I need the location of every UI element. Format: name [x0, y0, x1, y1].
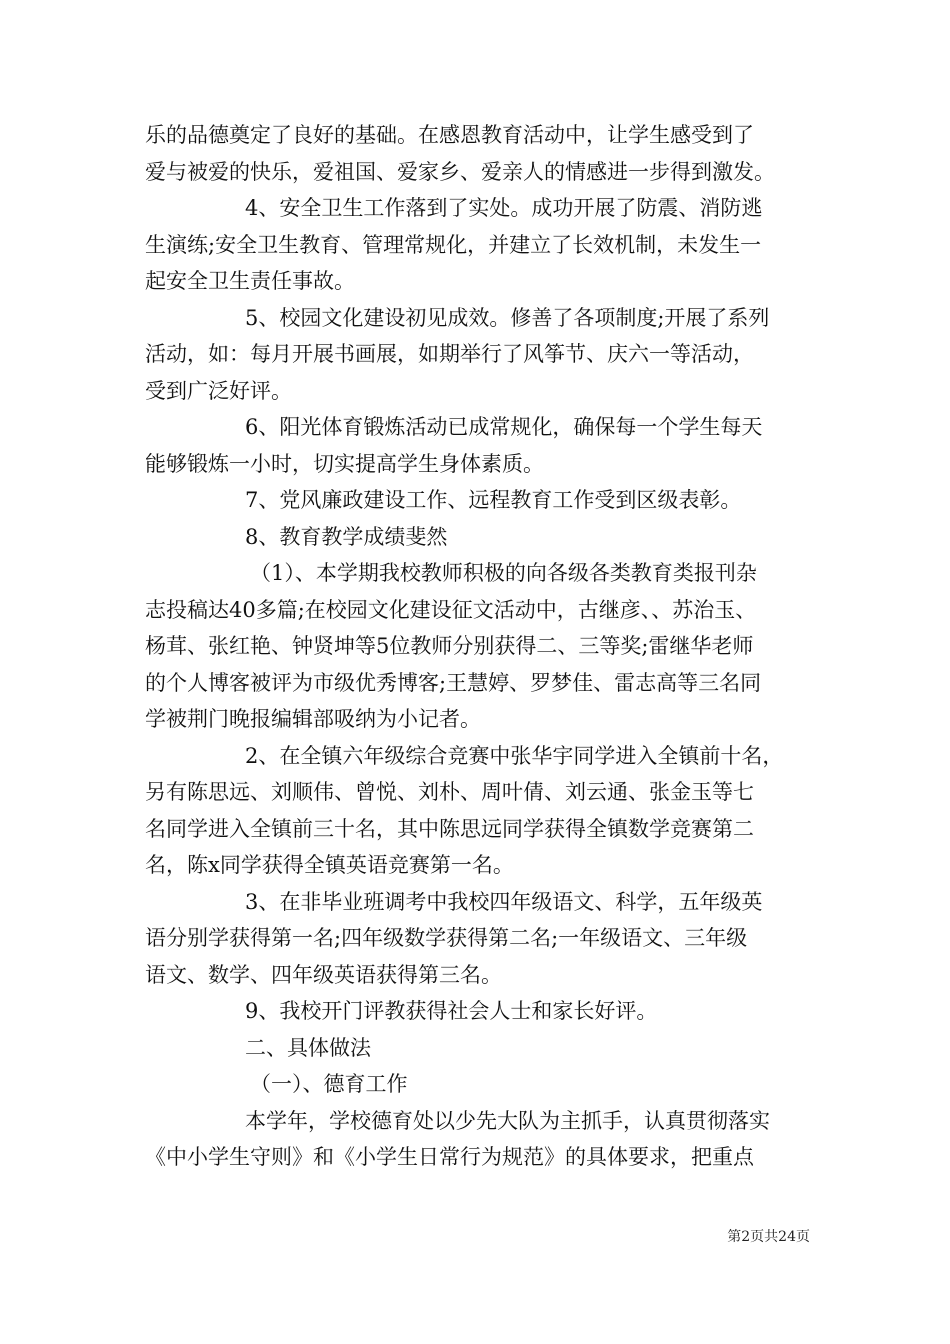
text-line: 活动，如：每月开展书画展，如期举行了风筝节、庆六一等活动， [145, 342, 754, 366]
text-line: 《中小学生守则》和《小学生日常行为规范》的具体要求，把重点 [145, 1145, 754, 1169]
text-line: 杨茸、张红艳、钟贤坤等5位教师分别获得二、三等奖;雷继华老师 [145, 634, 754, 658]
text-line: 受到广泛好评。 [145, 378, 292, 403]
text-line: 本学年，学校德育处以少先大队为主抓手，认真贯彻落实 [245, 1108, 770, 1133]
text-line: 生演练;安全卫生教育、管理常规化，并建立了长效机制，未发生一 [145, 232, 762, 257]
text-line: 名，陈x同学获得全镇英语竞赛第一名。 [145, 853, 514, 877]
text-line: 语分别学获得第一名;四年级数学获得第二名;一年级语文、三年级 [145, 926, 748, 950]
text-line: 起安全卫生责任事故。 [145, 269, 355, 293]
text-line: （1）、本学期我校教师积极的向各级各类教育类报刊杂 [250, 561, 757, 585]
text-line: 4、安全卫生工作落到了实处。成功开展了防震、消防逃 [245, 196, 763, 220]
text-line: 3、在非毕业班调考中我校四年级语文、科学，五年级英 [245, 889, 763, 914]
document-body [145, 117, 815, 1176]
text-line: 乐的品德奠定了良好的基础。在感恩教育活动中，让学生感受到了 [145, 123, 754, 147]
text-line: 名同学进入全镇前三十名，其中陈思远同学获得全镇数学竞赛第二 [145, 816, 754, 841]
text-line: 7、党风廉政建设工作、远程教育工作受到区级表彰。 [245, 488, 742, 512]
text-line: 9、我校开门评教获得社会人士和家长好评。 [245, 999, 658, 1023]
text-line: 爱与被爱的快乐，爱祖国、爱家乡、爱亲人的情感进一步得到激发。 [145, 159, 775, 184]
text-line: 语文、数学、四年级英语获得第三名。 [145, 962, 502, 987]
section-heading: 二、具体做法 [245, 1035, 371, 1060]
text-line: 学被荆门晚报编辑部吸纳为小记者。 [145, 707, 481, 731]
text-line: 能够锻炼一小时，切实提高学生身体素质。 [145, 451, 544, 476]
text-line: 6、阳光体育锻炼活动已成常规化，确保每一个学生每天 [245, 415, 763, 439]
page-number: 第2页共24页 [727, 1229, 810, 1245]
text-line: 8、教育教学成绩斐然 [245, 524, 448, 549]
text-line: 另有陈思远、刘顺伟、曾悦、刘朴、周叶倩、刘云通、张金玉等七 [145, 780, 754, 804]
subsection-heading: （一）、德育工作 [250, 1072, 408, 1096]
text-line: 2、在全镇六年级综合竞赛中张华宇同学进入全镇前十名， [245, 743, 784, 768]
text-line: 的个人博客被评为市级优秀博客;王慧婷、罗梦佳、雷志高等三名同 [145, 670, 762, 695]
text-line: 5、校园文化建设初见成效。修善了各项制度;开展了系列 [245, 305, 770, 330]
text-line: 志投稿达40多篇;在校园文化建设征文活动中，古继彦、、苏治玉、 [145, 597, 757, 622]
